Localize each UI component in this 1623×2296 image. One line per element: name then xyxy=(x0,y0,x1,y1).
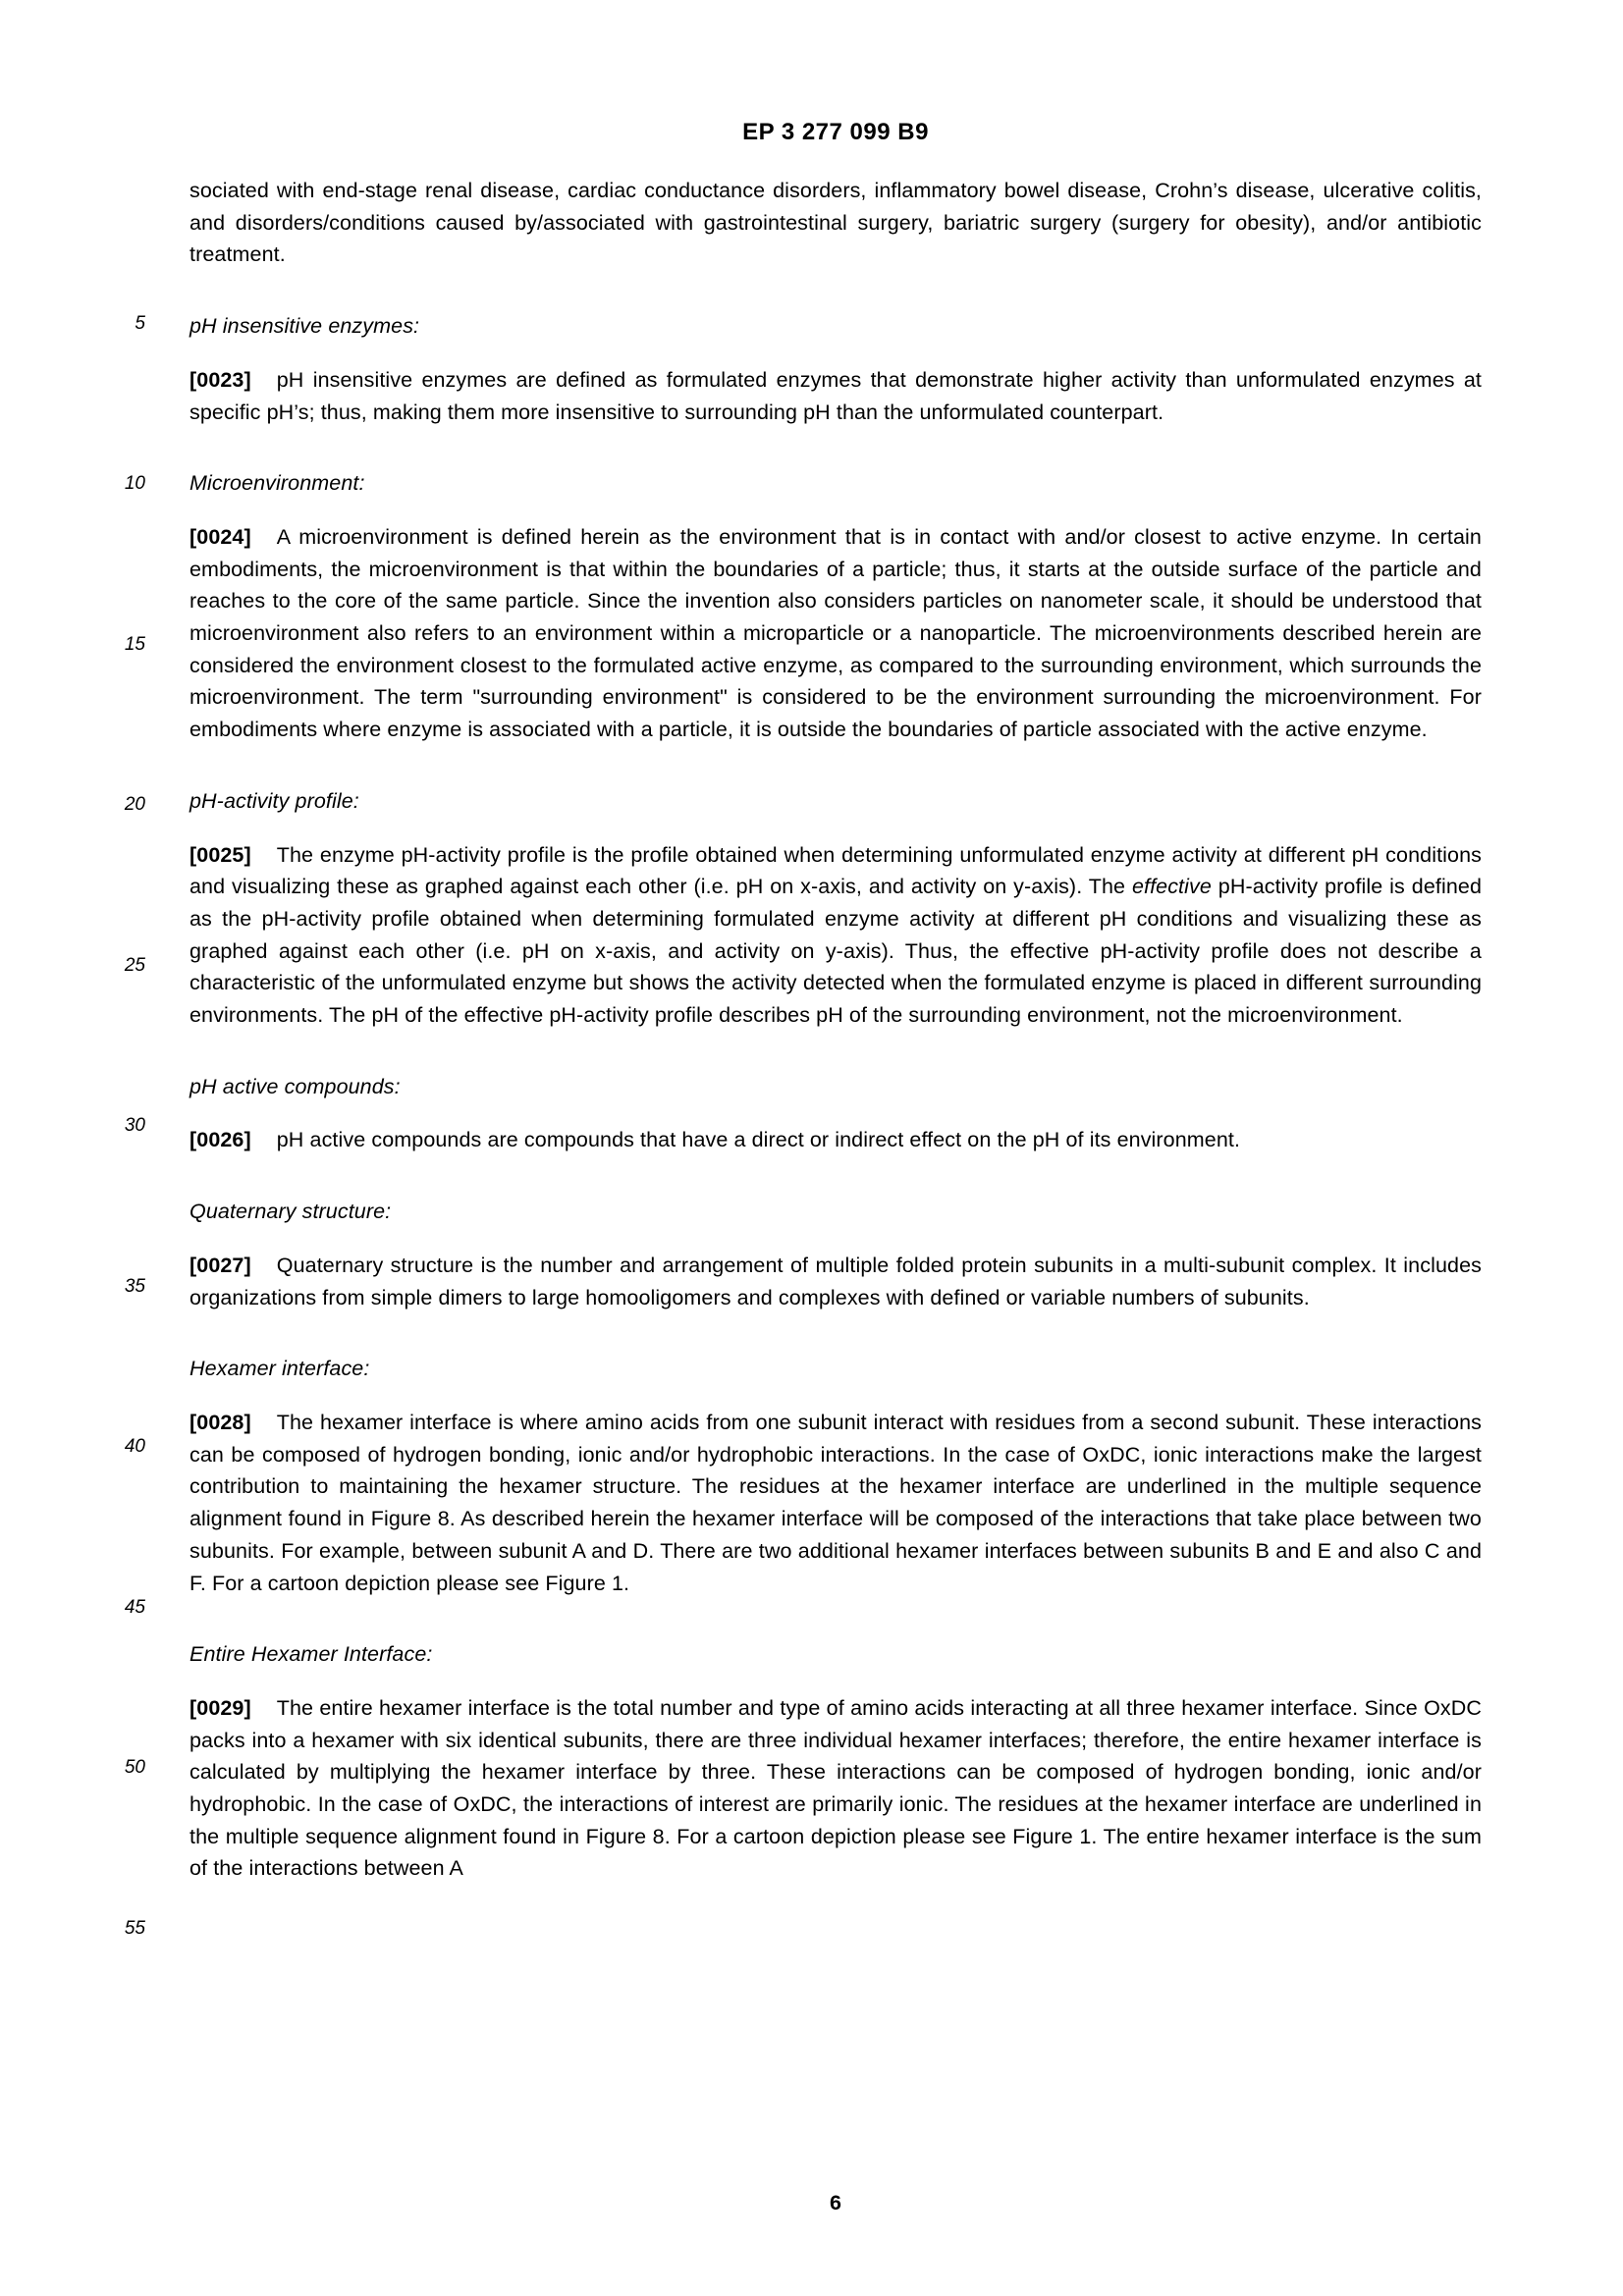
line-number: 55 xyxy=(124,1918,145,1939)
paragraph-0026 xyxy=(189,1124,1482,1156)
line-number: 5 xyxy=(135,313,145,334)
paragraph-text: Quaternary structure is the number and arrangement of multiple folded protein subunits in a multi-subunit complex. It includes organizations from simple dimers to large homooligomers and complexes with defined or variable numbers of subunits. xyxy=(189,1253,1482,1309)
paragraph-text-italic: effective xyxy=(1131,875,1212,899)
paragraph-0027 xyxy=(189,1250,1482,1313)
section-heading-ph-insensitive-enzymes: pH insensitive enzymes: xyxy=(189,314,420,339)
line-number: 35 xyxy=(124,1276,145,1297)
paragraph-text: A microenvironment is defined herein as the environment that is in contact with and/or closest to active enzyme. In certain embodiments, the microenvironment is that within the boundaries of a particle; thus, it starts at the outside surface of the particle and reaches to the core of the same particle. Since the invention also considers particles on nanometer scale, it should be understood that microenvironment also refers to an environment within a microparticle or a nanoparticle. The microenvironments described herein are considered the environment closest to the formulated active enzyme, as compared to the surrounding environment, which surrounds the microenvironment. The term "surrounding environment" is considered to be the environment surrounding the microenvironment. For embodiments where enzyme is associated with a particle, it is outside the boundaries of particle associated with the active enzyme. xyxy=(189,524,1482,742)
paragraph-0025 xyxy=(189,839,1482,1032)
document-body xyxy=(189,175,1482,1885)
paragraph-number: [0029] xyxy=(189,1695,251,1720)
section-heading-hexamer-interface: Hexamer interface: xyxy=(189,1357,370,1381)
paragraph-0024 xyxy=(189,521,1482,746)
section-heading-ph-activity-profile: pH-activity profile: xyxy=(189,788,359,813)
line-number: 50 xyxy=(124,1757,145,1778)
paragraph-number: [0023] xyxy=(189,367,251,392)
paragraph-text: pH insensitive enzymes are defined as formulated enzymes that demonstrate higher activity than unformulated enzymes at specific pH’s; thus, making them more insensitive to surrounding pH than the unformulated counterpart. xyxy=(189,367,1482,424)
paragraph-text: pH-activity profile is defined as the pH-activity profile obtained when determining formulated enzyme activity at different pH conditions and visualizing these as graphed against each other (i.e. pH on x-axis, and activity on y-axis). Thus, the effective pH-activity profile does not describe a characteristic of the unformulated enzyme but shows the activity detected when the formulated enzyme is placed in different surrounding environments. The pH of the effective pH-activity profile describes pH of the surrounding environment, not the microenvironment. xyxy=(189,875,1482,1028)
paragraph-text: The hexamer interface is where amino acids from one subunit interact with residues from a second subunit. These interactions can be composed of hydrogen bonding, ionic and/or hydrophobic interactions. In the case of OxDC, ionic interactions make the largest contribution to maintaining the hexamer structure. The residues at the hexamer interface are underlined in the multiple sequence alignment found in Figure 8. As described herein the hexamer interface will be composed of the interactions that take place between two subunits. For example, between subunit A and D. There are two additional hexamer interfaces between subunits B and E and also C and F. For a cartoon depiction please see Figure 1. xyxy=(189,1410,1482,1595)
paragraph-0023 xyxy=(189,364,1482,428)
paragraph-0029 xyxy=(189,1692,1482,1885)
line-number: 15 xyxy=(124,634,145,655)
section-heading-entire-hexamer-interface: Entire Hexamer Interface: xyxy=(189,1642,433,1667)
line-number: 10 xyxy=(124,473,145,494)
document-number: EP 3 277 099 B9 xyxy=(742,119,929,145)
line-number: 40 xyxy=(124,1436,145,1457)
section-heading-ph-active-compounds: pH active compounds: xyxy=(189,1074,401,1098)
line-number: 30 xyxy=(124,1115,145,1136)
line-number: 25 xyxy=(124,955,145,976)
section-heading-microenvironment: Microenvironment: xyxy=(189,471,365,496)
line-number: 20 xyxy=(124,794,145,815)
paragraph-continuation: sociated with end-stage renal disease, cardiac conductance disorders, inflammatory bowel disease, Crohn’s disease, ulcerative colitis, and disorders/conditions caused by/associated with gastrointestinal surgery, bariatric surgery (surgery for obesity), and/or antibiotic treatment. xyxy=(189,179,1482,267)
page-number: 6 xyxy=(830,2191,841,2215)
paragraph-number: [0025] xyxy=(189,842,251,867)
paragraph-number: [0026] xyxy=(189,1128,251,1152)
paragraph-number: [0024] xyxy=(189,524,251,549)
line-number: 45 xyxy=(124,1597,145,1618)
paragraph-text: pH active compounds are compounds that have a direct or indirect effect on the pH of its environment. xyxy=(276,1128,1241,1152)
paragraph-0028 xyxy=(189,1407,1482,1599)
section-heading-quaternary-structure: Quaternary structure: xyxy=(189,1200,392,1224)
paragraph-number: [0028] xyxy=(189,1410,251,1434)
paragraph-text: The enzyme pH-activity profile is the profile obtained when determining unformulated enzyme activity at different pH conditions and visualizing these as graphed against each other (i.e. pH on x-axis, and activity on y-axis). The xyxy=(189,842,1482,899)
paragraph-number: [0027] xyxy=(189,1253,251,1277)
paragraph-text: The entire hexamer interface is the total number and type of amino acids interacting at all three hexamer interface. Since OxDC packs into a hexamer with six identical subunits, there are three individual hexamer interfaces; therefore, the entire hexamer interface is calculated by multiplying the hexamer interface by three. These interactions can be composed of hydrogen bonding, ionic and/or hydrophobic. In the case of OxDC, the interactions of interest are primarily ionic. The residues at the hexamer interface are underlined in the multiple sequence alignment found in Figure 8. For a cartoon depiction please see Figure 1. The entire hexamer interface is the sum of the interactions between A xyxy=(189,1695,1482,1881)
